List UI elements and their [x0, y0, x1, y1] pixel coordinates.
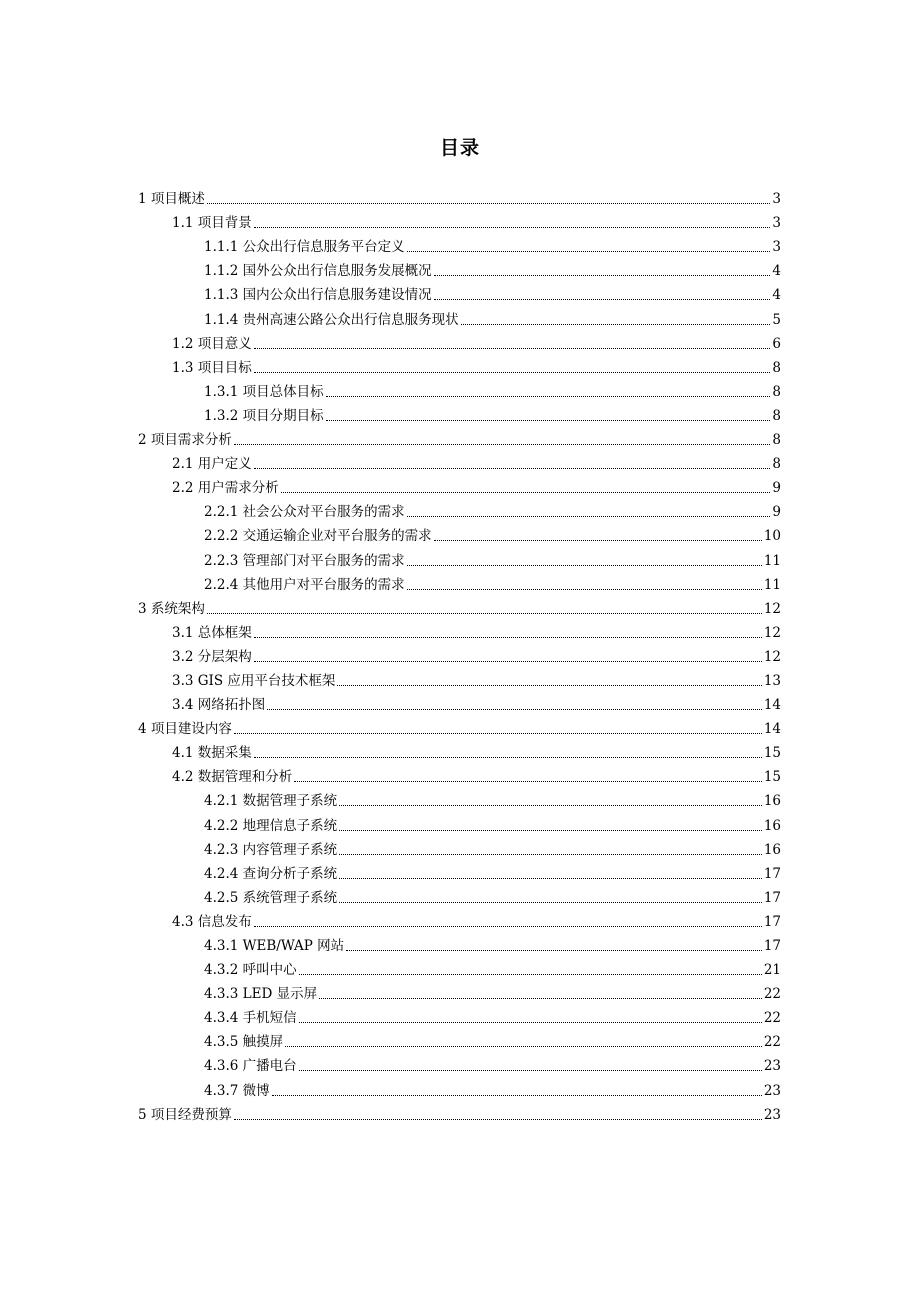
toc-entry-page-number: 6 — [772, 335, 781, 352]
toc-entry-page-number: 10 — [763, 528, 781, 545]
toc-entry-page-number: 23 — [763, 1058, 781, 1075]
toc-dot-leader — [254, 926, 762, 927]
toc-entry[interactable] — [138, 690, 781, 714]
toc-entry-title: 2.2 用户需求分析 — [172, 480, 279, 497]
toc-entry[interactable] — [138, 521, 781, 545]
toc-dot-leader — [254, 227, 771, 228]
toc-dot-leader — [326, 396, 771, 397]
toc-entry-title: 2.2.2 交通运输企业对平台服务的需求 — [204, 528, 432, 545]
toc-entry-title: 1.1.4 贵州高速公路公众出行信息服务现状 — [204, 311, 459, 328]
toc-entry[interactable] — [138, 762, 781, 786]
toc-entry-page-number: 5 — [772, 311, 781, 328]
toc-entry-page-number: 12 — [763, 624, 781, 641]
toc-entry[interactable] — [138, 353, 781, 377]
toc-entry-page-number: 23 — [763, 1082, 781, 1099]
toc-dot-leader — [346, 950, 762, 951]
toc-dot-leader — [434, 540, 762, 541]
toc-dot-leader — [339, 878, 762, 879]
toc-entry[interactable] — [138, 473, 781, 497]
toc-entry-page-number: 3 — [772, 215, 781, 232]
toc-dot-leader — [254, 372, 771, 373]
toc-entry-title: 1.3 项目目标 — [172, 359, 252, 376]
toc-entry[interactable] — [138, 449, 781, 473]
toc-entry-page-number: 16 — [763, 841, 781, 858]
toc-entry[interactable] — [138, 545, 781, 569]
toc-entry-page-number: 8 — [772, 432, 781, 449]
table-of-contents — [138, 184, 781, 1124]
toc-entry-page-number: 11 — [763, 576, 781, 593]
toc-entry[interactable] — [138, 1027, 781, 1051]
toc-entry-title: 1.1.1 公众出行信息服务平台定义 — [204, 239, 405, 256]
toc-entry[interactable] — [138, 907, 781, 931]
toc-dot-leader — [339, 805, 762, 806]
page-title: 目录 — [439, 137, 480, 159]
toc-entry-page-number: 17 — [763, 889, 781, 906]
toc-dot-leader — [339, 902, 762, 903]
toc-entry-title: 1.1 项目背景 — [172, 215, 252, 232]
toc-dot-leader — [254, 661, 762, 662]
toc-dot-leader — [207, 203, 771, 204]
toc-entry[interactable] — [138, 1003, 781, 1027]
toc-entry[interactable] — [138, 377, 781, 401]
toc-entry[interactable] — [138, 931, 781, 955]
toc-dot-leader — [254, 468, 771, 469]
toc-dot-leader — [207, 613, 762, 614]
toc-dot-leader — [461, 324, 771, 325]
toc-entry-page-number: 14 — [763, 697, 781, 714]
toc-entry-page-number: 22 — [763, 1010, 781, 1027]
toc-entry-title: 3 系统架构 — [138, 600, 205, 617]
toc-entry[interactable] — [138, 256, 781, 280]
toc-entry[interactable] — [138, 955, 781, 979]
toc-entry[interactable] — [138, 738, 781, 762]
toc-entry-title: 1 项目概述 — [138, 191, 205, 208]
toc-entry[interactable] — [138, 184, 781, 208]
toc-entry[interactable] — [138, 232, 781, 256]
toc-entry-page-number: 4 — [772, 263, 781, 280]
toc-entry[interactable] — [138, 642, 781, 666]
toc-dot-leader — [407, 565, 762, 566]
toc-entry-title: 4.2.4 查询分析子系统 — [204, 865, 338, 882]
toc-entry-title: 4.3.1 WEB/WAP 网站 — [204, 938, 345, 954]
toc-entry-page-number: 8 — [772, 456, 781, 473]
toc-entry-title: 5 项目经费预算 — [138, 1106, 232, 1123]
toc-dot-leader — [407, 251, 771, 252]
toc-dot-leader — [434, 275, 771, 276]
toc-entry[interactable] — [138, 594, 781, 618]
toc-entry-title: 4.3.6 广播电台 — [204, 1058, 297, 1075]
toc-entry-page-number: 12 — [763, 600, 781, 617]
toc-entry-page-number: 11 — [763, 552, 781, 569]
toc-dot-leader — [234, 444, 771, 445]
toc-entry[interactable] — [138, 208, 781, 232]
toc-entry-page-number: 8 — [772, 407, 781, 424]
toc-entry-title: 1.3.2 项目分期目标 — [204, 407, 324, 424]
toc-dot-leader — [272, 1095, 762, 1096]
toc-entry[interactable] — [138, 714, 781, 738]
toc-entry-title: 4.3.5 触摸屏 — [204, 1034, 284, 1051]
toc-entry-title: 2 项目需求分析 — [138, 432, 232, 449]
toc-entry[interactable] — [138, 883, 781, 907]
toc-dot-leader — [407, 589, 762, 590]
toc-entry-title: 1.2 项目意义 — [172, 335, 252, 352]
toc-entry[interactable] — [138, 835, 781, 859]
toc-entry-page-number: 15 — [763, 769, 781, 786]
toc-entry[interactable] — [138, 618, 781, 642]
toc-entry-page-number: 22 — [763, 986, 781, 1003]
toc-entry-title: 4.2.2 地理信息子系统 — [204, 817, 338, 834]
toc-dot-leader — [319, 998, 762, 999]
toc-dot-leader — [326, 420, 771, 421]
toc-entry-page-number: 22 — [763, 1034, 781, 1051]
toc-entry[interactable] — [138, 425, 781, 449]
toc-dot-leader — [281, 492, 771, 493]
toc-entry[interactable] — [138, 1075, 781, 1099]
toc-entry-title: 1.3.1 项目总体目标 — [204, 383, 324, 400]
toc-dot-leader — [339, 830, 762, 831]
toc-entry-page-number: 17 — [763, 938, 781, 954]
toc-entry-title: 3.4 网络拓扑图 — [172, 697, 266, 714]
toc-entry-title: 4.3.4 手机短信 — [204, 1010, 297, 1027]
toc-entry-title: 4.3 信息发布 — [172, 913, 252, 930]
toc-entry-title: 4.2.5 系统管理子系统 — [204, 889, 338, 906]
toc-entry[interactable] — [138, 497, 781, 521]
toc-entry-title: 4.3.2 呼叫中心 — [204, 962, 297, 979]
toc-dot-leader — [254, 757, 762, 758]
toc-entry-page-number: 3 — [772, 191, 781, 208]
toc-entry-title: 3.1 总体框架 — [172, 624, 252, 641]
toc-entry-title: 3.2 分层架构 — [172, 648, 252, 665]
toc-entry[interactable] — [138, 401, 781, 425]
toc-entry-title: 4 项目建设内容 — [138, 721, 232, 738]
toc-entry[interactable] — [138, 280, 781, 304]
toc-entry[interactable] — [138, 329, 781, 353]
toc-entry-title: 4.2.3 内容管理子系统 — [204, 841, 338, 858]
toc-entry-page-number: 17 — [763, 913, 781, 930]
toc-entry-title: 2.2.1 社会公众对平台服务的需求 — [204, 504, 405, 521]
toc-entry[interactable] — [138, 859, 781, 883]
toc-entry-page-number: 8 — [772, 383, 781, 400]
toc-entry-page-number: 16 — [763, 817, 781, 834]
toc-entry-page-number: 12 — [763, 648, 781, 665]
toc-entry-page-number: 4 — [772, 287, 781, 304]
toc-entry-page-number: 9 — [772, 480, 781, 497]
toc-entry-page-number: 13 — [763, 672, 781, 689]
toc-entry[interactable] — [138, 810, 781, 834]
toc-entry-page-number: 16 — [763, 793, 781, 810]
toc-dot-leader — [339, 854, 762, 855]
toc-entry-page-number: 3 — [772, 239, 781, 256]
toc-entry[interactable] — [138, 570, 781, 594]
toc-entry-title: 1.1.3 国内公众出行信息服务建设情况 — [204, 287, 432, 304]
toc-dot-leader — [407, 516, 771, 517]
toc-entry-title: 4.2.1 数据管理子系统 — [204, 793, 338, 810]
toc-entry-title: 1.1.2 国外公众出行信息服务发展概况 — [204, 263, 432, 280]
toc-entry-page-number: 8 — [772, 359, 781, 376]
toc-dot-leader — [299, 1070, 762, 1071]
toc-entry[interactable] — [138, 304, 781, 328]
toc-entry-page-number: 15 — [763, 745, 781, 762]
toc-entry-title: 2.2.3 管理部门对平台服务的需求 — [204, 552, 405, 569]
toc-dot-leader — [299, 1022, 762, 1023]
toc-entry-title: 2.2.4 其他用户对平台服务的需求 — [204, 576, 405, 593]
toc-dot-leader — [267, 709, 762, 710]
toc-entry[interactable] — [138, 1100, 781, 1124]
toc-dot-leader — [234, 733, 762, 734]
toc-dot-leader — [299, 974, 762, 975]
toc-entry-page-number: 9 — [772, 504, 781, 521]
toc-entry-title: 3.3 GIS 应用平台技术框架 — [172, 672, 336, 689]
toc-entry-title: 4.2 数据管理和分析 — [172, 769, 293, 786]
toc-entry-page-number: 21 — [763, 962, 781, 979]
toc-entry-page-number: 23 — [763, 1106, 781, 1123]
toc-entry-title: 2.1 用户定义 — [172, 456, 252, 473]
toc-entry[interactable] — [138, 1051, 781, 1075]
toc-entry[interactable] — [138, 786, 781, 810]
toc-entry-page-number: 14 — [763, 721, 781, 738]
toc-entry[interactable] — [138, 979, 781, 1003]
toc-dot-leader — [234, 1119, 762, 1120]
toc-dot-leader — [285, 1046, 762, 1047]
toc-dot-leader — [254, 348, 771, 349]
toc-entry-title: 4.3.7 微博 — [204, 1082, 270, 1099]
toc-entry-title: 4.1 数据采集 — [172, 745, 252, 762]
toc-dot-leader — [294, 781, 762, 782]
toc-entry[interactable] — [138, 666, 781, 690]
toc-dot-leader — [434, 299, 771, 300]
toc-entry-title: 4.3.3 LED 显示屏 — [204, 986, 318, 1003]
toc-dot-leader — [254, 637, 762, 638]
toc-entry-page-number: 17 — [763, 865, 781, 882]
toc-dot-leader — [337, 685, 761, 686]
